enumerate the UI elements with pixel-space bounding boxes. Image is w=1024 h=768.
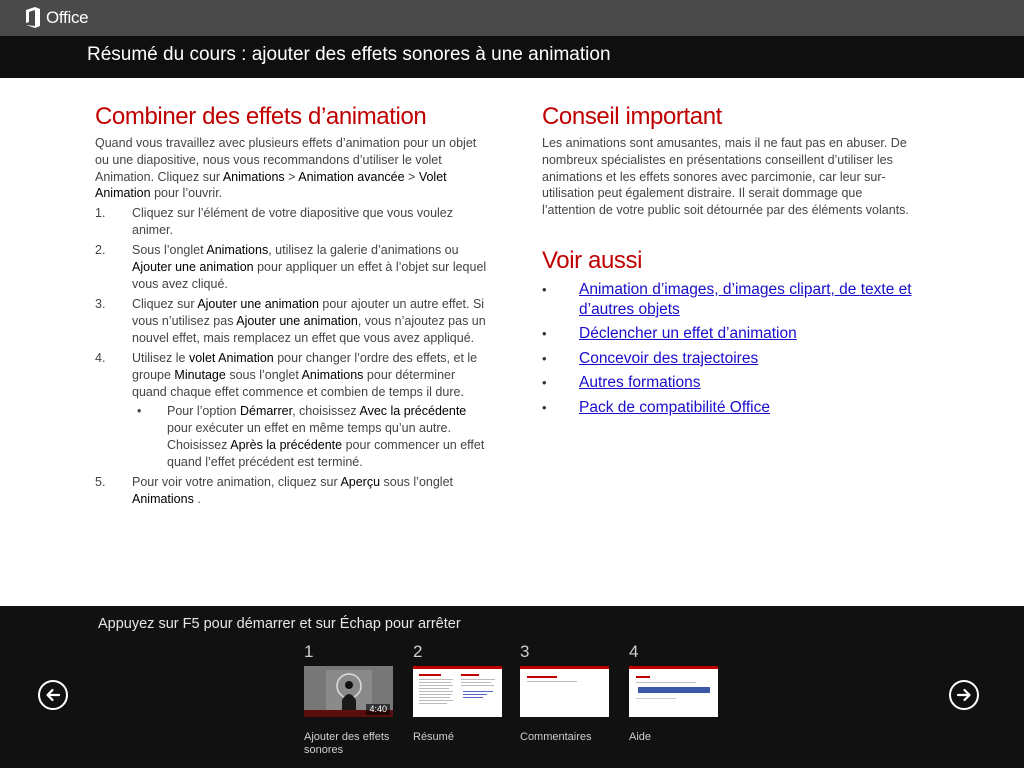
arrow-right-circle-icon (956, 687, 972, 703)
keyword: Volet Animation (95, 169, 447, 201)
see-also-heading: Voir aussi (542, 246, 643, 274)
keyword: Démarrer (239, 404, 293, 419)
step-text: pour appliquer un effet à l’objet sur lequel vous avez cliqué. (132, 260, 487, 291)
link-other-trainings[interactable]: Autres formations (579, 374, 701, 392)
step-text: . (193, 491, 201, 506)
office-brand-label: Office (46, 7, 89, 27)
keyword: Après la précédente (230, 438, 343, 453)
see-also-links (542, 280, 912, 418)
keyword: Animations (206, 243, 269, 258)
keyword: Minutage (174, 367, 226, 382)
title-bar (0, 36, 1024, 78)
intro-text: pour l’ouvrir. (150, 186, 223, 201)
see-also-item (542, 324, 912, 344)
combine-effects-heading: Combiner des effets d’animation (95, 103, 427, 130)
step-number: 4. (95, 351, 106, 366)
step-text: pour commencer un effet quand l’effet précédent est terminé. (167, 438, 485, 469)
top-bar (0, 0, 1024, 36)
keyword: Avec la précédente (359, 404, 467, 419)
bullet-icon: • (542, 350, 547, 366)
keyword: volet Animation (188, 351, 274, 366)
keyword: Animations (222, 169, 285, 184)
thumbnail-1[interactable] (304, 642, 394, 757)
step-text: , utilisez la galerie d’animations ou (268, 243, 459, 258)
step-number: 1. (95, 206, 106, 221)
keyword: Animations (132, 491, 194, 506)
step-text: , choisissez (292, 404, 360, 419)
next-button[interactable] (949, 680, 979, 710)
bullet-icon: • (542, 399, 547, 415)
video-duration: 4:40 (366, 704, 390, 715)
keyword: Ajouter une animation (236, 313, 358, 328)
thumbnail-caption: Résumé (413, 731, 454, 743)
link-motion-paths[interactable]: Concevoir des trajectoires (579, 349, 759, 367)
previous-button[interactable] (38, 680, 68, 710)
step-number: 2. (95, 243, 106, 258)
left-column (95, 102, 487, 511)
step-4-sublist (132, 403, 487, 470)
steps-list (95, 205, 487, 508)
office-logo[interactable] (25, 7, 88, 28)
bullet-icon: • (137, 404, 142, 419)
keyword: Aperçu (340, 475, 381, 490)
thumbnail-caption: Ajouter des effets sonores (304, 731, 390, 756)
see-also-item (542, 280, 912, 320)
step-text: pour changer l’ordre des effets, et le groupe (132, 351, 478, 382)
step-number: 5. (95, 475, 106, 490)
see-also-item (542, 373, 912, 393)
step-text: Pour voir votre animation, cliquez sur (132, 475, 341, 490)
bullet-icon: • (542, 375, 547, 391)
step-5 (95, 474, 487, 508)
tip-heading: Conseil important (542, 103, 722, 130)
see-also-item (542, 398, 912, 418)
arrow-left-circle-icon (45, 687, 61, 703)
keyword: Animations (301, 367, 364, 382)
thumbnail-3[interactable] (520, 642, 610, 744)
intro-separator: > (284, 169, 299, 184)
course-title: Résumé du cours : ajouter des effets sonores à une animation (87, 44, 611, 65)
thumbnail-number: 4 (629, 642, 639, 661)
summary-thumbnail-image (413, 666, 502, 717)
bullet-icon: • (542, 326, 547, 342)
step-text: sous l’onglet (225, 367, 302, 382)
link-trigger-effect[interactable]: Déclencher un effet d’animation (579, 325, 797, 343)
step-text: Cliquez sur (132, 297, 198, 312)
thumbnail-number: 2 (413, 642, 423, 661)
step-text: pour ajouter un autre effet. Si vous n’utilisez pas (132, 297, 485, 328)
bottom-panel (0, 606, 1024, 768)
see-also-item (542, 349, 912, 369)
tip-paragraph: Les animations sont amusantes, mais il ne faut pas en abuser. De nombreux spécialistes en présentations conseillent d’utiliser les animations et les effets sonores avec parcimonie, car leur sur-utilisation peut également distraire. Il serait dommage que l’attention de votre public soit détournée par des éléments volants. (542, 136, 909, 218)
step-text: Utilisez le (132, 351, 189, 366)
step-text: Cliquez sur l’élément de votre diapositive que vous voulez animer. (132, 206, 454, 237)
thumbnail-number: 3 (520, 642, 530, 661)
sub-step (132, 403, 487, 470)
keyword: Ajouter une animation (197, 297, 319, 312)
intro-text: Quand vous travaillez avec plusieurs effets d’animation pour un objet ou une diapositive, nous vous recommandons d’utiliser le volet Animation. Cliquez sur (95, 136, 477, 184)
step-text: pour déterminer quand chaque effet commence et combien de temps il dure. (132, 367, 464, 399)
link-animation-images[interactable]: Animation d’images, d’images clipart, de texte et d’autres objets (579, 280, 912, 318)
feedback-thumbnail-image (520, 666, 609, 717)
thumbnail-caption: Aide (629, 731, 652, 743)
step-text: , vous n’ajoutez pas un nouvel effet, mais remplacez un effet que vous avez appliqué. (132, 313, 486, 345)
video-thumbnail-image (304, 666, 393, 717)
office-logo-icon (25, 7, 41, 28)
thumbnail-4[interactable] (629, 642, 719, 744)
step-text: Pour l’option (167, 404, 240, 419)
step-text: Sous l’onglet (132, 243, 207, 258)
step-number: 3. (95, 297, 106, 312)
thumbnail-2[interactable] (413, 642, 503, 744)
keyword: Animation avancée (298, 169, 405, 184)
main-content (0, 78, 1024, 606)
keyboard-hint: Appuyez sur F5 pour démarrer et sur Échap pour arrêter (98, 616, 461, 632)
thumbnail-caption: Commentaires (520, 731, 592, 743)
thumbnail-number: 1 (304, 642, 314, 661)
step-text: pour exécuter un effet en même temps qu’un autre. Choisissez (167, 421, 451, 453)
link-compatibility-pack[interactable]: Pack de compatibilité Office (579, 398, 770, 416)
bullet-icon: • (542, 281, 547, 297)
step-4 (95, 350, 487, 471)
step-3 (95, 296, 487, 346)
step-1 (95, 205, 487, 239)
keyword: Ajouter une animation (132, 260, 254, 275)
step-text: sous l’onglet (380, 475, 454, 490)
intro-paragraph (95, 135, 487, 202)
right-column (542, 102, 912, 422)
help-thumbnail-image (629, 666, 718, 717)
step-2 (95, 242, 487, 292)
intro-separator: > (404, 169, 419, 184)
